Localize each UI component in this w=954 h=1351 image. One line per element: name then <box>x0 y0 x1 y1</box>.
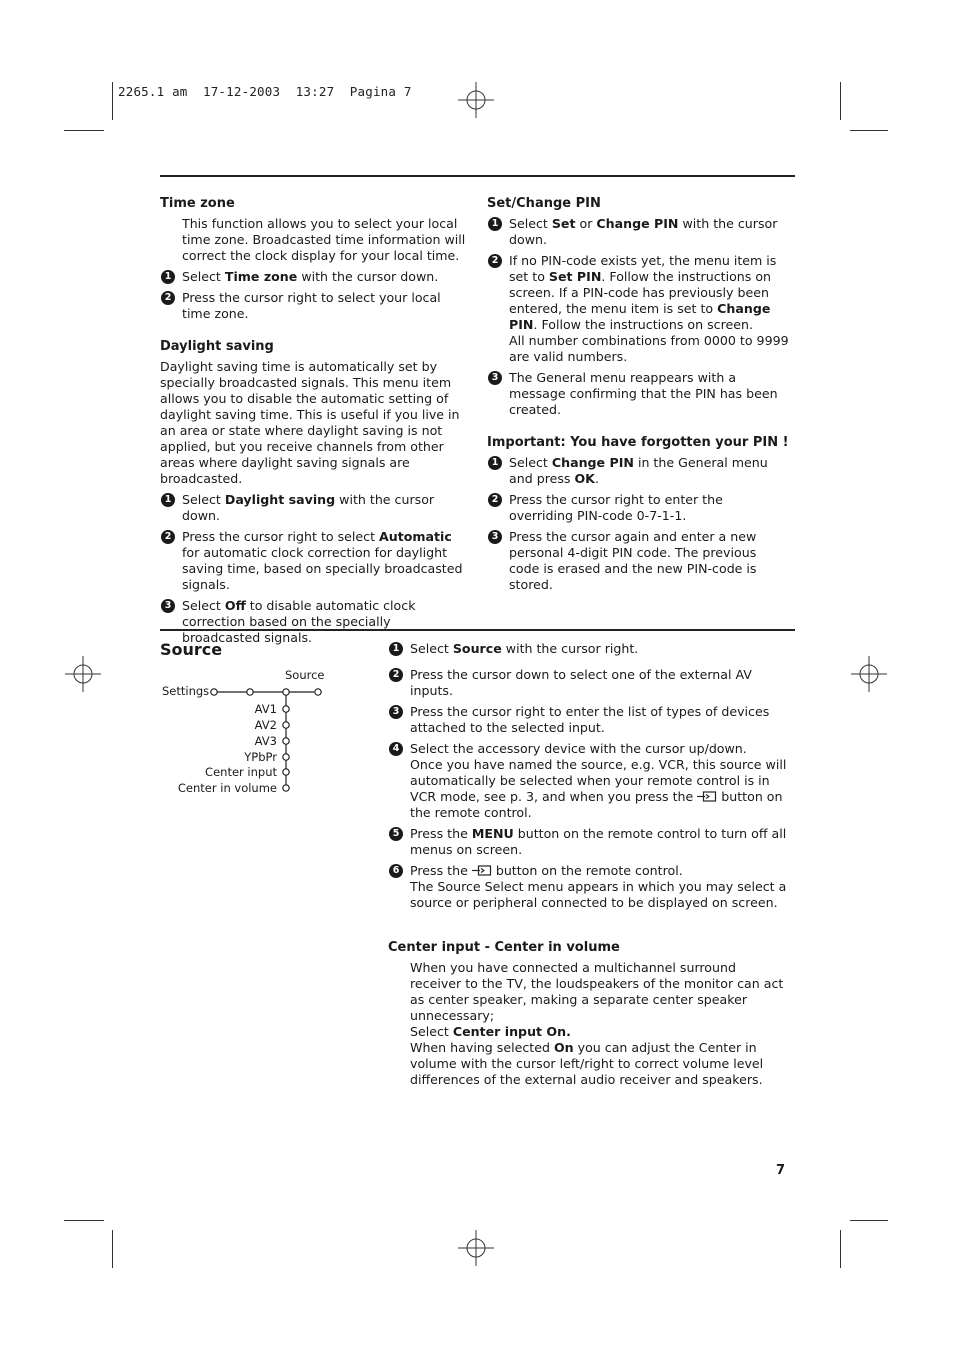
daylight-saving-intro: Daylight saving time is automatically set by specially broadcasted signals. This menu item allows you to disable the automatic setting of daylight saving time. This is useful if you live in an area or state where daylight saving is not applied, but you receive channels from other areas where daylight saving signals are broadcasted. <box>160 359 460 486</box>
step-number: 2 <box>389 668 403 682</box>
crop-mark <box>840 1230 841 1268</box>
center-input-body: When you have connected a multichannel surround receiver to the TV, the loudspeakers of the monitor can act as center speaker, making a separate center speaker unnecessary; Select Center input On. When having selected On you can adjust the Center in volume with the cursor left/right to correct volume level differences of the external audio receiver and speakers. <box>410 960 784 1087</box>
time-zone-step-1: 1 Select Time zone with the cursor down. <box>160 269 468 285</box>
crop-mark <box>112 1230 113 1268</box>
diagram-top-label: Source <box>285 668 325 682</box>
diagram-item: AV2 <box>254 718 277 732</box>
top-rule <box>160 175 795 177</box>
registration-mark-icon <box>851 656 887 692</box>
source-heading-wrap <box>160 642 360 662</box>
source-step-3: 3 Press the cursor right to enter the list of types of devices attached to the selected input. <box>388 704 790 736</box>
time-zone-step-2: 2 Press the cursor right to select your local time zone. <box>160 290 468 322</box>
step-number: 2 <box>488 493 502 507</box>
step-number: 2 <box>161 530 175 544</box>
crop-mark <box>64 1220 104 1221</box>
crop-mark <box>850 130 888 131</box>
source-step-4: 4 Select the accessory device with the cursor up/down. Once you have named the source, e.g. VCR, this source will automatically be selected when your remote control is in VCR mode, see p. 3, and when you press the button on the remote control. <box>388 741 790 821</box>
print-slug: 2265.1 am 17-12-2003 13:27 Pagina 7 <box>118 84 412 99</box>
step-number: 3 <box>488 530 502 544</box>
page-number: 7 <box>776 1163 786 1178</box>
daylight-step-1: 1 Select Daylight saving with the cursor down. <box>160 492 468 524</box>
step-number: 2 <box>161 291 175 305</box>
pin-step-3: 3 The General menu reappears with a message confirming that the PIN has been created. <box>487 370 789 418</box>
step-number: 1 <box>389 642 403 656</box>
source-step-1: 1 Select Source with the cursor right. <box>388 641 790 657</box>
forgot-step-2: 2 Press the cursor right to enter the overriding PIN-code 0-7-1-1. <box>487 492 789 524</box>
diagram-item: YPbPr <box>244 750 277 764</box>
left-column <box>160 196 468 651</box>
step-number: 5 <box>389 827 403 841</box>
pin-step-1: 1 Select Set or Change PIN with the cursor down. <box>487 216 789 248</box>
step-number: 2 <box>488 254 502 268</box>
crop-mark <box>112 82 113 120</box>
source-button-icon <box>472 865 492 876</box>
step-number: 3 <box>161 599 175 613</box>
registration-mark-icon <box>65 656 101 692</box>
step-number: 1 <box>488 217 502 231</box>
diagram-item: Center in volume <box>177 781 277 795</box>
source-step-6: 6 Press the button on the remote control. The Source Select menu appears in which you may select a source or peripheral connected to be displayed on screen. <box>388 863 790 911</box>
center-input-heading: Center input - Center in volume <box>388 940 620 955</box>
crop-mark <box>840 82 841 120</box>
forgotten-pin-heading: Important: You have forgotten your PIN ! <box>487 435 789 450</box>
step-number: 3 <box>488 371 502 385</box>
daylight-saving-heading: Daylight saving <box>160 339 274 354</box>
daylight-step-3: 3 Select Off to disable automatic clock correction based on the specially broadcasted signals. <box>160 598 468 646</box>
time-zone-intro: This function allows you to select your local time zone. Broadcasted time information will correct the clock display for your local time. <box>182 216 466 263</box>
source-button-icon <box>697 791 717 802</box>
registration-mark-icon <box>458 82 494 118</box>
source-heading: Source <box>160 640 223 659</box>
time-zone-heading: Time zone <box>160 196 235 211</box>
diagram-item: AV3 <box>254 734 277 748</box>
step-number: 1 <box>161 493 175 507</box>
crop-mark <box>64 130 104 131</box>
diagram-item: Center input <box>205 765 277 779</box>
source-step-5: 5 Press the MENU button on the remote control to turn off all menus on screen. <box>388 826 790 858</box>
right-column <box>487 196 789 598</box>
source-steps <box>388 641 790 1093</box>
registration-mark-icon <box>458 1230 494 1266</box>
step-number: 1 <box>161 270 175 284</box>
step-number: 3 <box>389 705 403 719</box>
forgot-step-3: 3 Press the cursor again and enter a new personal 4-digit PIN code. The previous code is erased and the new PIN-code is stored. <box>487 529 789 593</box>
set-change-pin-heading: Set/Change PIN <box>487 196 601 211</box>
crop-mark <box>850 1220 888 1221</box>
step-number: 4 <box>389 742 403 756</box>
daylight-step-2: 2 Press the cursor right to select Automatic for automatic clock correction for daylight saving time, based on specially broadcasted signals. <box>160 529 468 593</box>
diagram-item: AV1 <box>254 702 277 716</box>
source-menu-diagram <box>160 664 330 804</box>
step-number: 1 <box>488 456 502 470</box>
step-number: 6 <box>389 864 403 878</box>
pin-step-2: 2 If no PIN-code exists yet, the menu item is set to Set PIN. Follow the instructions on screen. If a PIN-code has previously been entered, the menu item is set to Change PIN. Follow the instructions on screen. All number combinations from 0000 to 9999 are valid numbers. <box>487 253 789 365</box>
diagram-root-label: Settings <box>162 684 210 698</box>
forgot-step-1: 1 Select Change PIN in the General menu and press OK. <box>487 455 789 487</box>
source-step-2: 2 Press the cursor down to select one of the external AV inputs. <box>388 667 790 699</box>
